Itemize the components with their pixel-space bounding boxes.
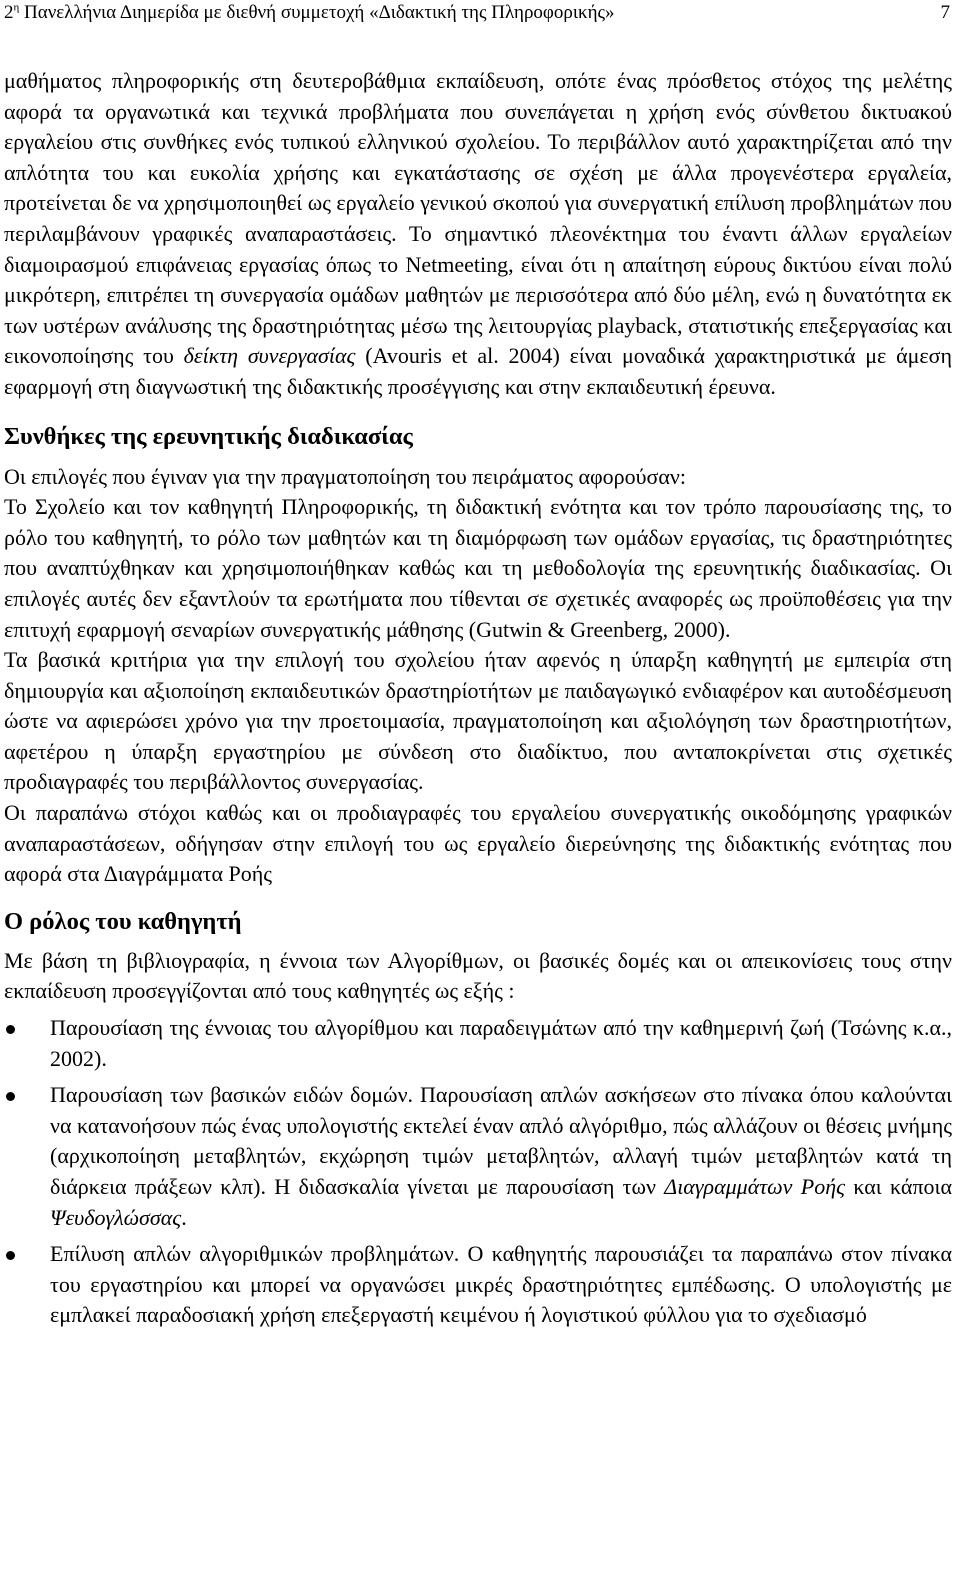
paragraph-school: Το Σχολείο και τον καθηγητή Πληροφορικής, τη διδακτική ενότητα και τον τρόπο παρουσίασης της, το ρόλο του καθηγητή, το ρόλο των μαθητών και τη διαμόρφωση των ομάδων εργασίας, τις δραστηριότητες που αναπτύχθηκαν και χρησιμοποιήθηκαν καθώς και τη μεθοδολογία της ερευνητικής διαδικασίας. Οι επιλογές αυτές δεν εξαντλούν τα ερωτήματα που τίθενται σε σχετικές αναφορές ως προϋποθέσεις για την επιτυχή εφαρμογή σεναρίων συνεργατικής μάθησης (Gutwin & Greenberg, 2000). (4, 494, 952, 642)
paragraph-intro-text-b: (Avouris et al. 2004) είναι μοναδικά χαρακτηριστικά με άμεση εφαρμογή στη διαγνωστική της διδακτικής προσέγγισης και στην εκπαιδευτική έρευνα. (4, 343, 953, 399)
approach-list (4, 1013, 952, 1331)
paragraph-goals: Οι παραπάνω στόχοι καθώς και οι προδιαγραφές του εργαλείου συνεργατικής οικοδόμησης γραφικών αναπαραστάσεων, οδήγησαν στην επιλογή του ως εργαλείο διερεύνησης της διδακτικής ενότητας που αφορά στα Διαγράμματα Ροής (4, 800, 952, 887)
bullet-icon (6, 1025, 15, 1034)
paragraph-intro-italic: δείκτη συνεργασίας (183, 343, 356, 369)
bullet-icon (6, 1251, 15, 1260)
header-title: Πανελλήνια Διημερίδα με διεθνή συμμετοχή «Διδακτική της Πληροφορικής» (24, 2, 615, 23)
section-heading-teacher-role: Ο ρόλος του καθηγητή (4, 907, 242, 935)
header-ordinal-superscript: η (13, 1, 20, 14)
paragraph-literature: Με βάση τη βιβλιογραφία, η έννοια των Αλγορίθμων, οι βασικές δομές και οι απεικονίσεις τους στην εκπαίδευση προσεγγίζονται από τους καθηγητές ως εξής : (4, 947, 952, 1004)
list-item-text-mid: και κάποια (853, 1174, 953, 1199)
list-item-italic-pseudocode: Ψευδογλώσσας (50, 1204, 182, 1230)
body-text (4, 66, 952, 1331)
paragraph-intro (4, 66, 952, 403)
list-item-text: Παρουσίαση των βασικών ειδών δομών. Παρουσίαση απλών ασκήσεων στο πίνακα όπου καλούνται να κατανοήσουν πώς ένας υπολογιστής εκτελεί έναν απλό αλγόριθμο, πώς αλλάζουν οι θέσεις μνήμης (αρχικοποίηση μεταβλητών, εκχώρηση τιμών μεταβλητών, αλλαγή τιμών μεταβλητών κατά τη διάρκεια πράξεων κλπ). Η διδασκαλία γίνεται με παρουσίαση των (50, 1082, 952, 1199)
page-number: 7 (940, 2, 950, 23)
list-item (4, 1080, 952, 1233)
list-item (4, 1239, 952, 1331)
section-heading-conditions: Συνθήκες της ερευνητικής διαδικασίας (4, 422, 413, 450)
list-item (4, 1013, 952, 1074)
list-item-text: Παρουσίαση της έννοιας του αλγορίθμου και παραδειγμάτων από την καθημερινή ζωή (Τσώνης κ.α., 2002). (50, 1015, 952, 1071)
bullet-icon (6, 1092, 15, 1101)
paragraph-choices: Οι επιλογές που έγιναν για την πραγματοποίηση του πειράματος αφορούσαν: (4, 463, 686, 489)
list-item-text: Επίλυση απλών αλγοριθμικών προβλημάτων. Ο καθηγητής παρουσιάζει τα παραπάνω στον πίνακα του εργαστηρίου και μπορεί να οργανώσει μικρές δραστηριότητες εμπέδωσης. Ο υπολογιστής με εμπλακεί παραδοσιακή χρήση επεξεργαστή κειμένου ή λογιστικού φύλλου για το σχεδιασμό (50, 1241, 952, 1328)
paragraph-criteria: Τα βασικά κριτήρια για την επιλογή του σχολείου ήταν αφενός η ύπαρξη καθηγητή με εμπειρία στη δημιουργία και αξιοποίηση εκπαιδευτικών δραστηρίοτήτων με παιδαγωγικό ενδιαφέρον και αυτοδέσμευση ώστε να αφιερώσει χρόνο για την προετοιμασία, πραγματοποίηση και αξιολόγηση των δραστηριοτήτων, αφετέρου η ύπαρξη εργαστηρίου με σύνδεση στο διαδίκτυο, που ανταποκρίνεται στις σχετικές προδιαγραφές του περιβάλλοντος συνεργασίας. (4, 647, 952, 795)
running-header (4, 0, 950, 26)
header-ordinal: 2 (4, 2, 14, 23)
list-item-italic-flowcharts: Διαγραμμάτων Ροής (664, 1174, 846, 1199)
list-item-text-end: . (181, 1204, 187, 1230)
paragraph-intro-text-a: μαθήματος πληροφορικής στη δευτεροβάθμια εκπαίδευση, οπότε ένας πρόσθετος στόχος της μελέτης αφορά τα οργανωτικά και τεχνικά προβλήματα που συνεπάγεται η χρήση ενός σύνθετου δικτυακού εργαλείου στις συνθήκες ενός τυπικού ελληνικού σχολείου. Το περιβάλλον αυτό χαρακτηρίζεται από την απλότητα του και ευκολία χρήσης και εγκατάστασης σε σχέση με άλλα προγενέστερα εργαλεία, προτείνεται δε να χρησιμοποιηθεί ως εργαλείο γενικού σκοπού για συνεργατική επίλυση προβλημάτων που περιλαμβάνουν γραφικές αναπαραστάσεις. Το σημαντικό πλεονέκτημα του έναντι άλλων εργαλείων διαμοιρασμού επιφάνειας εργασίας όπως το Netmeeting, είναι ότι η απαίτηση εύρους δικτύου είναι πολύ μικρότερη, επιτρέπει τη συνεργασία ομάδων μαθητών με περισσότερα από δύο μέλη, ενώ η δυνατότητα εκ των υστέρων ανάλυσης της δραστηριότητας μέσω της λειτουργίας playback, στατιστικής επεξεργασίας και εικονοποίησης του (4, 68, 952, 369)
